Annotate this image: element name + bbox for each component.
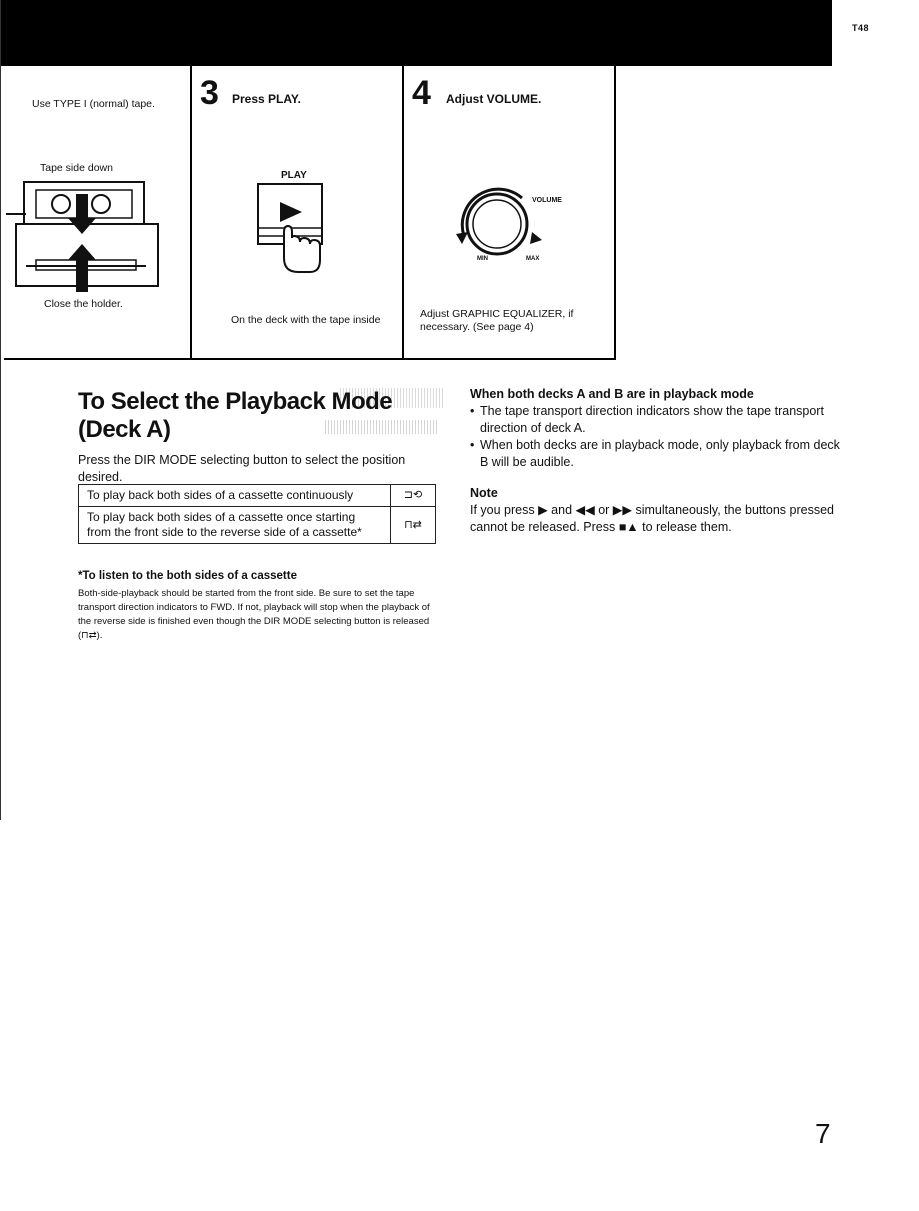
section-intro: Press the DIR MODE selecting button to select the position desired. [78,453,406,484]
step4-caption: Adjust GRAPHIC EQUALIZER, if necessary. (See page 4) [420,308,574,333]
right-bullets [470,403,840,471]
volume-label: VOLUME [532,197,562,204]
step3-caption: On the deck with the tape inside [231,314,381,326]
close-holder-caption: Close the holder. [44,298,123,310]
play-button-label: PLAY [281,170,307,181]
tape-side-label: Tape side down [40,162,113,174]
volume-knob-illustration [452,186,542,266]
knob-min-label: MIN [477,256,488,262]
table-cell-text: To play back both sides of a cassette continuously [79,485,391,507]
page-number: 7 [815,1118,831,1149]
step4-number: 4 [412,74,431,112]
footnote-text: Both-side-playback should be started from the front side. Be sure to set the tape transport direction indicators to FWD. If not, playback will stop when the playback of the reverse side is finished even though the DIR MODE selecting button is released (⊓⇄). [78,588,430,641]
list-item: • The tape transport direction indicators show the tape transport direction of deck A. [470,403,840,437]
table-row [79,485,436,507]
cassette-holder-illustration [6,174,168,292]
panel-bottom-rule [4,358,614,360]
knob-max-label: MAX [526,256,540,262]
step4-title: Adjust VOLUME. [446,92,542,106]
table-row [79,507,436,544]
table-cell-symbol: ⊓⇄ [391,507,436,544]
footnote-title: *To listen to the both sides of a cassette [78,570,297,582]
step3-title: Press PLAY. [232,92,301,106]
step3-number: 3 [200,74,219,112]
section-title [78,388,392,444]
note-title: Note [470,486,498,500]
table-cell-text: To play back both sides of a cassette once starting from the front side to the reverse side of a cassette* [79,507,391,544]
play-button-illustration [254,182,334,278]
section-title-line1: To Select the Playback Mode [78,388,393,415]
bullet-text: The tape transport direction indicators show the tape transport direction of deck A. [480,404,824,435]
header-bar [0,0,832,66]
page-code: T48 [852,23,870,33]
tape-type-text: Use TYPE I (normal) tape. [32,98,155,110]
bullet-text: When both decks are in playback mode, only playback from deck B will be audible. [480,438,840,469]
list-item: • When both decks are in playback mode, only playback from deck B will be audible. [470,438,840,469]
dir-mode-table [78,484,436,544]
note-text: If you press ▶ and ◀◀ or ▶▶ simultaneously, the buttons pressed cannot be released. Press ■▲ to release them. [470,503,834,534]
table-cell-symbol: ⊐⟲ [391,485,436,507]
page-edge [0,0,1,820]
right-heading: When both decks A and B are in playback mode [470,387,754,401]
section-title-line2: (Deck A) [78,416,171,443]
